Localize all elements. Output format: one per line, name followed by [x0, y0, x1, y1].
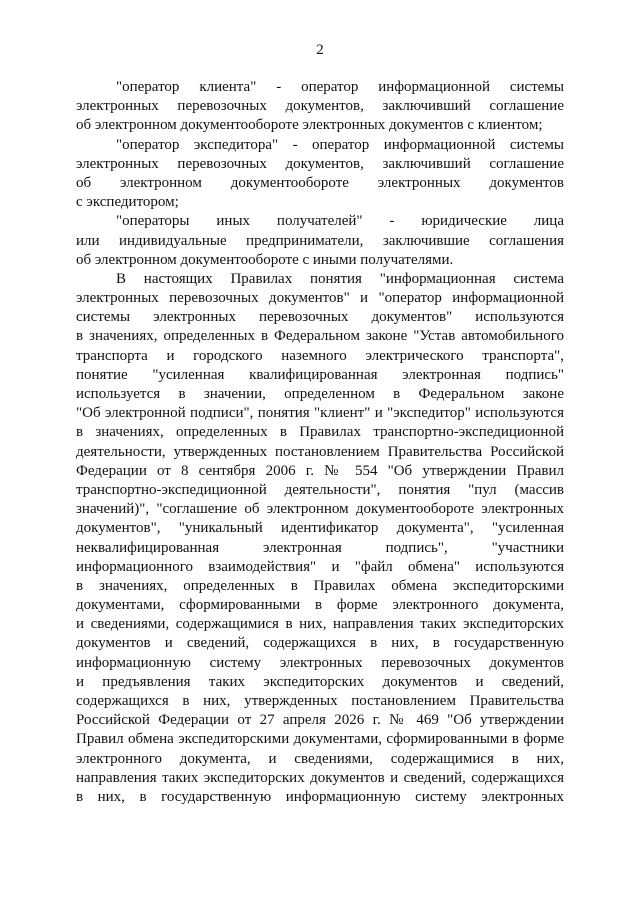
document-body [76, 78, 564, 807]
text-line: информационную систему электронных перевозочных документов [76, 654, 564, 671]
text-line: транспорта и городского наземного электрического транспорта", [76, 347, 564, 364]
text-line: с экспедитором; [76, 194, 179, 211]
text-line: неквалифицированная электронная подпись", "участники [76, 539, 564, 556]
text-line: и предъявления таких экспедиторских документов и сведений, [76, 673, 564, 690]
text-line: документов", "уникальный идентификатор документа", "усиленная [76, 520, 564, 537]
text-line: "оператор клиента" - оператор информационной системы [116, 79, 564, 95]
text-line: документов и сведений, содержащихся в них, в государственную [76, 635, 564, 652]
text-line: об электронном документообороте электронных документов с клиентом; [76, 117, 543, 134]
text-line: и сведениями, содержащимися в них, направления таких экспедиторских [76, 616, 564, 633]
text-line: "оператор экспедитора" - оператор информационной системы [116, 136, 564, 153]
text-line: документами, сформированными в форме электронного документа, [76, 597, 564, 614]
text-line: в значениях, определенных в Правилах обмена экспедиторскими [76, 577, 564, 594]
text-line: об электронном документообороте с иными получателями. [76, 251, 454, 268]
text-line: об электронном документообороте электронных документов [76, 174, 564, 191]
text-line: содержащихся в них, утвержденных постановлением Правительства [76, 693, 564, 709]
text-line: Российской Федерации от 27 апреля 2026 г. № 469 "Об утверждении [76, 712, 564, 729]
text-line: понятие "усиленная квалифицированная электронная подпись" [76, 366, 564, 383]
text-line: электронного документа, и сведениями, содержащимися в них, [76, 750, 564, 767]
text-line: электронных перевозочных документов" и "оператор информационной [76, 290, 564, 307]
text-line: информационного взаимодействия" и "файл обмена" используются [76, 558, 564, 575]
text-line: деятельности, утвержденных постановлением Правительства Российской [76, 443, 564, 460]
text-line: транспортно-экспедиционной деятельности", понятия "пул (массив [76, 481, 564, 498]
text-line: системы электронных перевозочных документов" используются [76, 309, 564, 326]
text-line: "операторы иных получателей" - юридические лица [116, 213, 564, 230]
text-line: в значениях, определенных в Федеральном законе "Устав автомобильного [76, 328, 564, 345]
text-line: Федерации от 8 сентября 2006 г. № 554 "Об утверждении Правил [76, 462, 564, 479]
text-line: "Об электронной подписи", понятия "клиент" и "экспедитор" используются [76, 405, 564, 422]
text-line: или индивидуальные предприниматели, заключившие соглашения [76, 232, 564, 249]
page-number: 2 [316, 42, 324, 58]
text-line: В настоящих Правилах понятия "информационная система [116, 270, 564, 287]
text-line: электронных перевозочных документов, заключивший соглашение [76, 155, 564, 172]
text-line: Правил обмена экспедиторскими документами, сформированными в форме [76, 731, 564, 748]
text-line: в них, в государственную информационную систему электронных [76, 788, 564, 805]
text-line: используется в значении, определенном в Федеральном законе [76, 386, 564, 402]
text-line: направления таких экспедиторских документов и сведений, содержащихся [76, 769, 564, 786]
text-line: электронных перевозочных документов, заключивший соглашение [76, 98, 564, 115]
text-line: значений)", "соглашение об электронном документообороте электронных [76, 501, 564, 518]
text-line: в значениях, определенных в Правилах транспортно-экспедиционной [76, 424, 564, 441]
